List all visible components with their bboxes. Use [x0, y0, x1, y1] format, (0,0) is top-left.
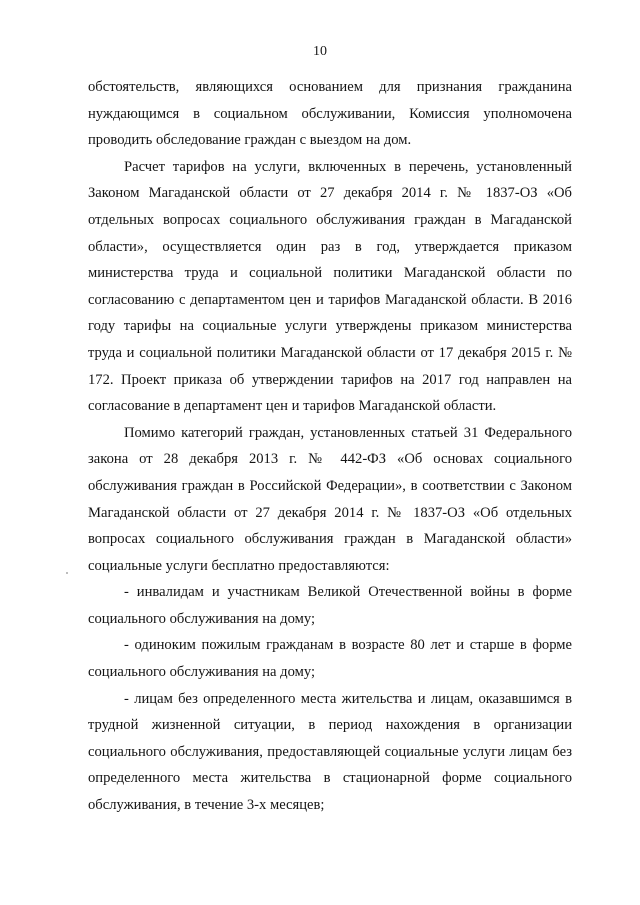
paragraph-free-services-intro: Помимо категорий граждан, установленных статьей 31 Федерального закона от 28 декабря 2013 г. № 442-ФЗ «Об основах социального обслуживания граждан в Российской Федерации», в соответствии с Законом Магаданской области от 27 декабря 2014 г. № 1837-ОЗ «Об отдельных вопросах социального обслуживания граждан в Магаданской области» социальные услуги бесплатно предоставляются: [88, 424, 572, 574]
document-body [88, 74, 572, 819]
scan-artifact [66, 572, 68, 574]
paragraph-continuation: обстоятельств, являющихся основанием для признания гражданина нуждающимся в социальном обслуживании, Комиссия уполномочена проводить обследование граждан с выездом на дом. [88, 79, 572, 149]
list-item-war-veterans: - инвалидам и участникам Великой Отечественной войны в форме социального обслуживания на дому; [88, 584, 572, 627]
page-number: 10 [313, 44, 327, 59]
list-item-elderly-80: - одиноким пожилым гражданам в возрасте 80 лет и старше в форме социального обслуживания на дому; [88, 637, 572, 681]
paragraph-tariff-calculation: Расчет тарифов на услуги, включенных в перечень, установленный Законом Магаданской области от 27 декабря 2014 г. № 1837-ОЗ «Об отдельных вопросах социального обслуживания граждан в Магаданской области», осуществляется один раз в год, утверждается приказом министерства труда и социальной политики Магаданской области по согласованию с департаментом цен и тарифов Магаданской области. В 2016 году тарифы на социальные услуги утверждены приказом министерства труда и социальной политики Магаданской области от 17 декабря 2015 г. № 172. Проект приказа об утверждении тарифов на 2017 год направлен на согласование в департамент цен и тарифов Магаданской области. [88, 158, 572, 415]
list-item-homeless: - лицам без определенного места жительства и лицам, оказавшимся в трудной жизненной ситуации, в период нахождения в организации социального обслуживания, предоставляющей социальные услуги лицам без определенного места жительства в стационарной форме социального обслуживания, в течение 3-х месяцев; [88, 690, 572, 814]
